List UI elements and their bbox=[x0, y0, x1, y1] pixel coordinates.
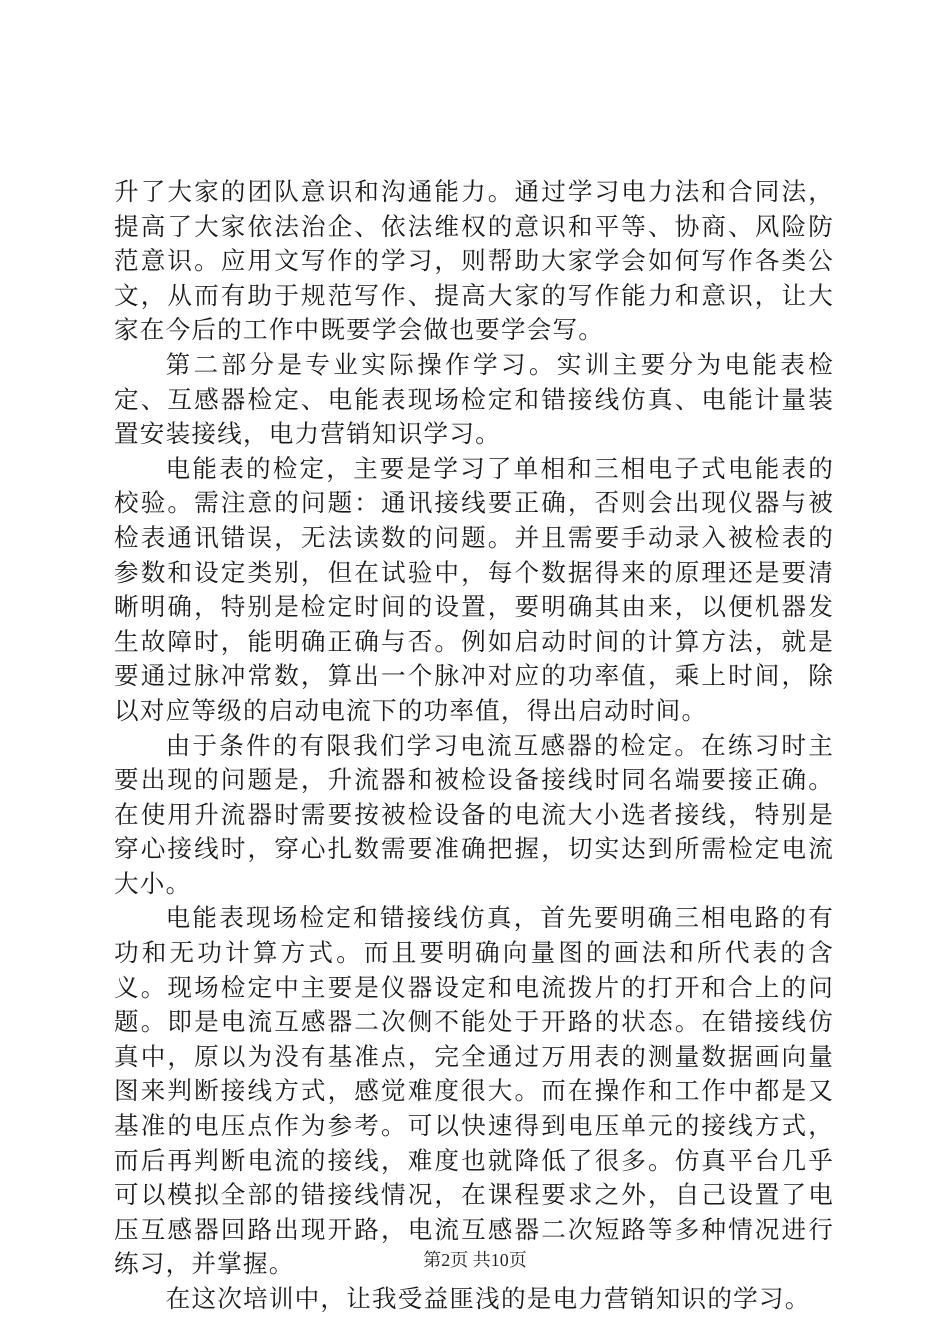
paragraph-6: 在这次培训中，让我受益匪浅的是电力营销知识的学习。 bbox=[165, 1284, 811, 1313]
paragraph-3: 电能表的检定，主要是学习了单相和三相电子式电能表的校验。需注意的问题：通讯接线要正确，否则会出现仪器与被检表通讯错误，无法读数的问题。并且需要手动录入被检表的参数和设定类别，但在试验中，每个数据得来的原理还是要清晰明确，特别是检定时间的设置，要明确其由来，以便机器发生故障时，能明确正确与否。例如启动时间的计算方法，就是要通过脉冲常数，算出一个脉冲对应的功率值，乘上时间，除以对应等级的启动电流下的功率值，得出启动时间。 bbox=[114, 453, 834, 725]
document-body bbox=[114, 175, 834, 1317]
paragraph-1: 升了大家的团队意识和沟通能力。通过学习电力法和合同法，提高了大家依法治企、依法维权的意识和平等、协商、风险防范意识。应用文写作的学习，则帮助大家学会如何写作各类公文，从而有助于规范写作、提高大家的写作能力和意识，让大家在今后的工作中既要学会做也要学会写。 bbox=[114, 177, 834, 345]
paragraph-5: 电能表现场检定和错接线仿真，首先要明确三相电路的有功和无功计算方式。而且要明确向量图的画法和所代表的含义。现场检定中主要是仪器设定和电流拨片的打开和合上的问题。即是电流互感器二次侧不能处于开路的状态。在错接线仿真中，原以为没有基准点，完全通过万用表的测量数据画向量图来判断接线方式，感觉难度很大。而在操作和工作中都是又基准的电压点作为参考。可以快速得到电压单元的接线方式，而后再判断电流的接线，难度也就降低了很多。仿真平台几乎可以模拟全部的错接线情况，在课程要求之外，自己设置了电压互感器回路出现开路，电流互感器二次短路等多种情况进行练习，并掌握。 bbox=[114, 903, 834, 1279]
paragraph-2: 第二部分是专业实际操作学习。实训主要分为电能表检定、互感器检定、电能表现场检定和错接线仿真、电能计量装置安装接线，电力营销知识学习。 bbox=[114, 349, 834, 449]
page-number-footer: 第2页 共10页 bbox=[423, 1250, 527, 1270]
paragraph-4: 由于条件的有限我们学习电流互感器的检定。在练习时主要出现的问题是，升流器和被检设备接线时同名端要接正确。在使用升流器时需要按被检设备的电流大小选者接线，特别是穿心接线时，穿心扎数需要准确把握，切实达到所需检定电流大小。 bbox=[114, 730, 834, 898]
